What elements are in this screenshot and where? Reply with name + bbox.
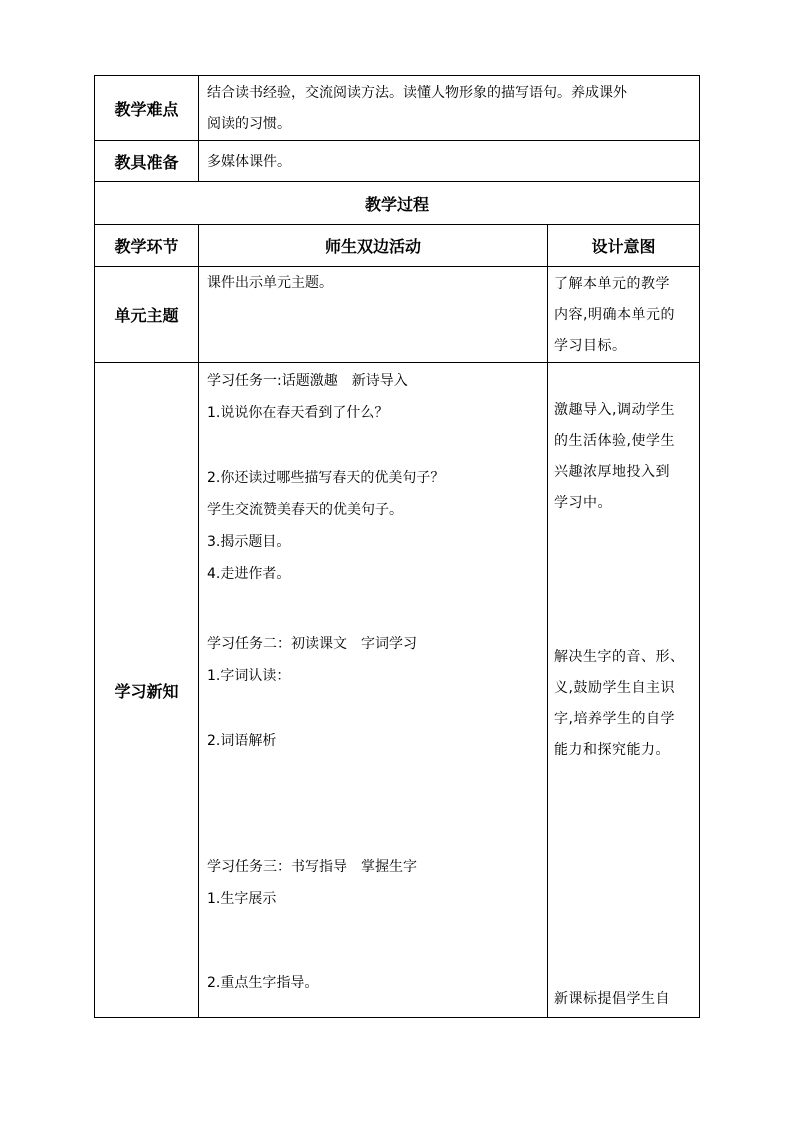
new-knowledge-label: 学习新知 xyxy=(95,363,199,1018)
difficulty-text-line2: 阅读的习惯。 xyxy=(207,116,291,132)
task2-title: 学习任务二：初读课文 字词学习 xyxy=(207,636,417,652)
process-title-row xyxy=(95,182,700,225)
unit-theme-activity xyxy=(199,267,548,363)
materials-row xyxy=(95,141,700,182)
unit-theme-intent-line: 了解本单元的教学 xyxy=(554,276,670,292)
intent1-line: 激趣导入,调动学生 xyxy=(554,402,675,418)
unit-theme-intent xyxy=(548,267,700,363)
unit-theme-row xyxy=(95,267,700,363)
column-header-activity: 师生双边活动 xyxy=(199,225,548,267)
spacer xyxy=(207,429,541,462)
intent1-line: 的生活体验,使学生 xyxy=(554,433,675,449)
materials-label: 教具准备 xyxy=(95,141,199,182)
spacer xyxy=(207,590,541,628)
intent2-line: 解决生字的音、形、 xyxy=(554,649,685,665)
spacer xyxy=(207,757,541,851)
intent2-line: 义,鼓励学生自主识 xyxy=(554,680,675,696)
task3-title: 学习任务三：书写指导 掌握生字 xyxy=(207,859,417,875)
new-knowledge-row xyxy=(95,363,700,1018)
task1-item4: 4.走进作者。 xyxy=(207,566,291,582)
unit-theme-activity-text: 课件出示单元主题。 xyxy=(207,275,333,291)
lesson-plan-table xyxy=(94,75,700,1018)
difficulty-row xyxy=(95,76,700,141)
new-knowledge-activity xyxy=(199,363,548,1018)
unit-theme-intent-line: 内容,明确本单元的 xyxy=(554,307,675,323)
task2-item2: 2.词语解析 xyxy=(207,733,277,749)
column-header-intent: 设计意图 xyxy=(548,225,700,267)
column-header-row xyxy=(95,225,700,267)
difficulty-text-line1: 结合读书经验，交流阅读方法。读懂人物形象的描写语句。养成课外 xyxy=(207,85,627,101)
task1-item3: 3.揭示题目。 xyxy=(207,534,291,550)
spacer xyxy=(207,915,541,967)
materials-content: 多媒体课件。 xyxy=(199,141,700,182)
difficulty-label: 教学难点 xyxy=(95,76,199,141)
task1-item1: 1.说说你在春天看到了什么？ xyxy=(207,405,389,421)
task3-item1: 1.生字展示 xyxy=(207,891,277,907)
intent2-line: 能力和探究能力。 xyxy=(554,742,670,758)
task2-item1: 1.字词认读： xyxy=(207,668,291,684)
task3-item2: 2.重点生字指导。 xyxy=(207,975,319,991)
column-header-stage: 教学环节 xyxy=(95,225,199,267)
new-knowledge-intent xyxy=(548,363,700,1018)
spacer xyxy=(554,766,695,984)
spacer xyxy=(554,519,695,642)
difficulty-content xyxy=(199,76,700,141)
task1-item2-note: 学生交流赞美春天的优美句子。 xyxy=(207,502,403,518)
intent3-line: 新课标提倡学生自 xyxy=(554,991,670,1007)
spacer xyxy=(207,692,541,725)
intent2-line: 字,培养学生的自学 xyxy=(554,711,675,727)
intent1-line: 兴趣浓厚地投入到 xyxy=(554,464,670,480)
process-title: 教学过程 xyxy=(95,182,700,225)
intent1-line: 学习中。 xyxy=(554,495,612,511)
task1-item2: 2.你还读过哪些描写春天的优美句子？ xyxy=(207,470,445,486)
task1-title: 学习任务一:话题激趣 新诗导入 xyxy=(207,373,408,389)
unit-theme-label: 单元主题 xyxy=(95,267,199,363)
unit-theme-intent-line: 学习目标。 xyxy=(554,338,627,354)
